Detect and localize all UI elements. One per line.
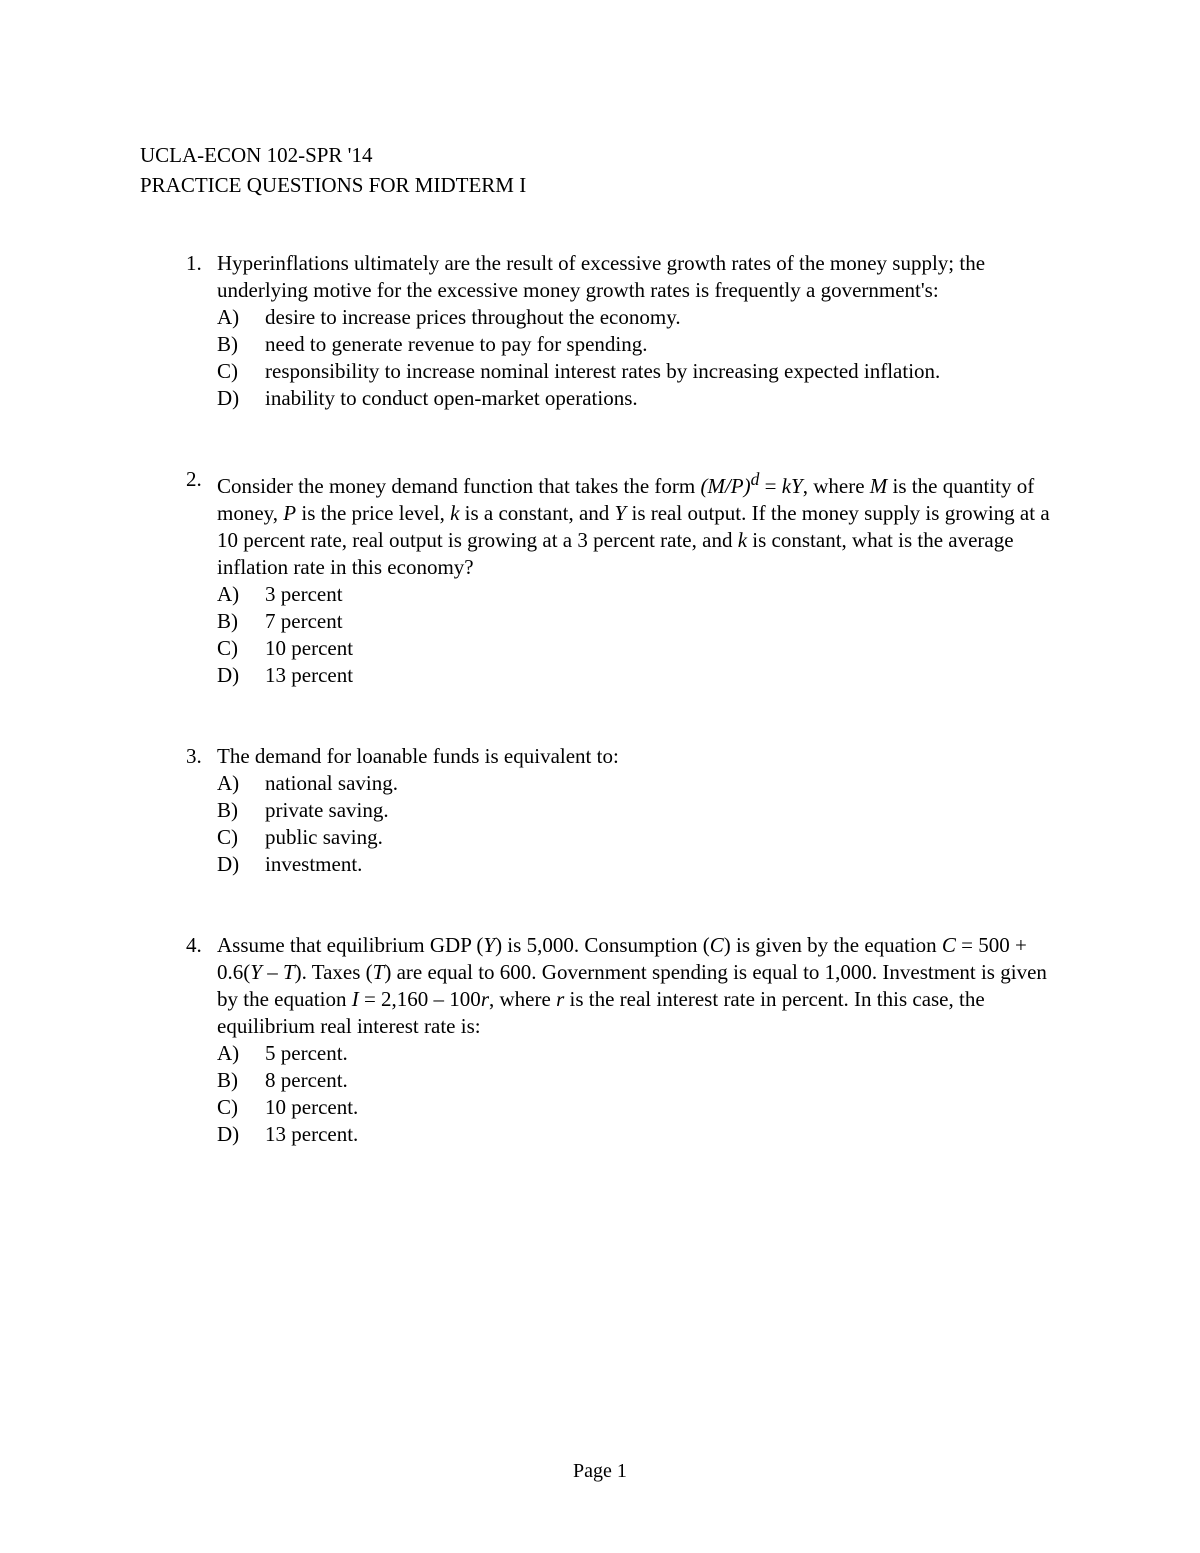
choice-letter: D) (217, 663, 240, 687)
choice-letter: D) (217, 1122, 240, 1146)
variable: Y (614, 501, 627, 525)
stem-text: = 2,160 – 100 (358, 987, 481, 1011)
choice-text: 10 percent. (265, 1095, 359, 1119)
choice-letter: D) (217, 386, 240, 410)
question-stem: The demand for loanable funds is equivalent to: (217, 744, 619, 768)
choice-d (217, 851, 1066, 878)
question-number: 4. (186, 933, 202, 957)
variable: I (351, 987, 359, 1011)
page-number: Page 1 (573, 1460, 627, 1482)
question-stem (217, 466, 1066, 581)
choice-text: 8 percent. (265, 1068, 348, 1092)
choice-b (217, 608, 1066, 635)
choice-text: 5 percent. (265, 1041, 348, 1065)
stem-text: is the real interest rate in percent. In this case, the equilibrium real interest rate is: (217, 987, 985, 1038)
choice-text: private saving. (265, 798, 389, 822)
choice-d (217, 1121, 1066, 1148)
choice-text: responsibility to increase nominal interest rates by increasing expected inflation. (265, 359, 941, 383)
choice-text: public saving. (265, 825, 383, 849)
choice-a (217, 304, 1066, 331)
stem-text: is the price level, (296, 501, 451, 525)
question-number: 1. (186, 251, 202, 275)
question-number: 2. (186, 467, 202, 491)
choice-text: national saving. (265, 771, 398, 795)
question-2 (186, 466, 1066, 689)
stem-text: ) is 5,000. Consumption ( (495, 933, 710, 957)
question-4 (186, 932, 1066, 1148)
variable: Y (483, 933, 496, 957)
choice-b (217, 1067, 1066, 1094)
choice-letter: A) (217, 1041, 240, 1065)
document-header (140, 140, 526, 200)
choice-text: need to generate revenue to pay for spending. (265, 332, 648, 356)
stem-text: is the quantity of money, (217, 474, 1035, 525)
choice-text: 13 percent (265, 663, 354, 687)
question-list (186, 250, 1066, 1148)
choice-c (217, 824, 1066, 851)
choice-a (217, 1040, 1066, 1067)
document-title: PRACTICE QUESTIONS FOR MIDTERM I (140, 173, 527, 197)
choice-c (217, 358, 1066, 385)
variable: Y (250, 960, 262, 984)
choice-letter: A) (217, 305, 240, 329)
stem-text: , where (802, 474, 870, 498)
choice-letter: D) (217, 852, 240, 876)
choice-d (217, 385, 1066, 412)
choice-a (217, 770, 1066, 797)
choice-text: 13 percent. (265, 1122, 359, 1146)
choice-text: 10 percent (265, 636, 354, 660)
question-stem (217, 932, 1066, 1040)
equation-ky: kY (781, 474, 803, 498)
choice-letter: C) (217, 636, 238, 660)
stem-text: is constant, what is the average inflation rate in this economy? (217, 528, 1014, 579)
choice-letter: B) (217, 1068, 238, 1092)
question-1 (186, 250, 1066, 412)
course-title: UCLA-ECON 102-SPR '14 (140, 143, 373, 167)
stem-text: ) is given by the equation (723, 933, 942, 957)
stem-text: , where (489, 987, 557, 1011)
variable: k (450, 501, 460, 525)
choice-letter: B) (217, 609, 238, 633)
variable: r (480, 987, 489, 1011)
stem-text: is real output. If the money supply is growing at a 10 percent rate, real output is growing at a 3 percent rate, and (217, 501, 1050, 552)
choice-letter: A) (217, 771, 240, 795)
variable: r (556, 987, 565, 1011)
variable: T (282, 960, 295, 984)
choice-b (217, 331, 1066, 358)
choice-text: investment. (265, 852, 363, 876)
variable: k (737, 528, 748, 552)
stem-text: ). Taxes ( (294, 960, 373, 984)
stem-text: is a constant, and (459, 501, 615, 525)
variable: P (283, 501, 297, 525)
choice-c (217, 1094, 1066, 1121)
choice-text: 3 percent (265, 582, 343, 606)
question-number: 3. (186, 744, 202, 768)
stem-text: Consider the money demand function that takes the form (217, 474, 701, 498)
choice-b (217, 797, 1066, 824)
choice-letter: C) (217, 359, 238, 383)
question-3 (186, 743, 1066, 878)
stem-text: = 500 + 0.6( (217, 933, 1027, 984)
stem-text: – (261, 960, 283, 984)
choice-letter: B) (217, 798, 238, 822)
question-stem: Hyperinflations ultimately are the result of excessive growth rates of the money supply; the underlying motive for the excessive money growth rates is frequently a government's: (217, 251, 986, 302)
choice-a (217, 581, 1066, 608)
choice-letter: C) (217, 825, 238, 849)
variable: C (941, 933, 956, 957)
equation-superscript: d (750, 469, 760, 489)
choice-letter: B) (217, 332, 238, 356)
choice-text: inability to conduct open-market operations. (265, 386, 638, 410)
choice-letter: A) (217, 582, 240, 606)
choice-c (217, 635, 1066, 662)
stem-text: ) are equal to 600. Government spending is equal to 1,000. Investment is given by the equation (217, 960, 1047, 1011)
variable: C (709, 933, 724, 957)
variable: T (372, 960, 385, 984)
choice-letter: C) (217, 1095, 238, 1119)
equation-money-demand: (M/P) (700, 474, 751, 498)
choice-text: 7 percent (265, 609, 343, 633)
choice-d (217, 662, 1066, 689)
equation-equals: = (759, 474, 782, 498)
stem-text: Assume that equilibrium GDP ( (217, 933, 484, 957)
choice-text: desire to increase prices throughout the economy. (265, 305, 681, 329)
variable: M (869, 474, 888, 498)
